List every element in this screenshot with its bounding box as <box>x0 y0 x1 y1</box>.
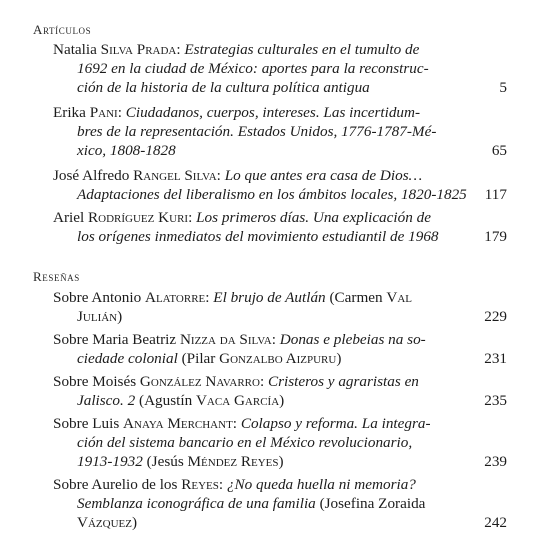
author-text: Sobre Maria Beatriz <box>53 331 180 348</box>
entry-line <box>77 391 284 410</box>
entry-line <box>53 166 422 185</box>
author-text: : <box>205 289 214 306</box>
page-number: 117 <box>484 186 507 203</box>
author-text: ) <box>336 350 342 367</box>
entry-line <box>53 414 431 433</box>
entry-line <box>53 288 412 307</box>
title-text: 1692 en la ciudad de México: aportes para la reconstruc- <box>77 60 429 77</box>
page-number: 229 <box>484 308 507 325</box>
author-text: Sobre Aurelio de los <box>53 476 182 493</box>
page-number: 235 <box>484 392 507 409</box>
section-heading-resenas: Reseñas <box>33 269 80 284</box>
author-text: (Carmen <box>325 289 387 306</box>
page-number: 5 <box>499 79 507 96</box>
title-text: El brujo de Autlán <box>213 289 326 306</box>
title-text: Colapso y reforma. La integra- <box>240 415 431 432</box>
entry-line <box>77 494 425 513</box>
author-text: (Agustín <box>135 392 196 409</box>
author-text: José Alfredo <box>53 167 134 184</box>
author-text: ) <box>278 453 284 470</box>
author-text: ) <box>117 308 123 325</box>
author-text: Sobre Luis <box>53 415 124 432</box>
entry-line <box>53 40 419 59</box>
author-text: Gonzalbo Aizpuru <box>219 350 337 367</box>
author-text: ) <box>279 392 285 409</box>
page-number: 239 <box>484 453 507 470</box>
author-text: Sobre Antonio <box>53 289 145 306</box>
author-text: : <box>216 167 225 184</box>
author-text: Vaca García <box>195 392 280 409</box>
title-text: Semblanza iconográfica de una familia <box>77 495 316 512</box>
author-text: Anaya Merchant <box>123 415 233 432</box>
entry-line <box>53 475 416 494</box>
entry-line <box>77 433 412 452</box>
entry-line <box>77 59 429 78</box>
title-text: Lo que antes era casa de Dios… <box>224 167 423 184</box>
entry-line <box>77 141 176 160</box>
title-text: 1913-1932 <box>77 453 143 470</box>
entry-line <box>53 372 419 391</box>
author-text: : <box>232 415 241 432</box>
title-text: Cristeros y agraristas en <box>268 373 419 390</box>
entry-line <box>77 78 370 97</box>
author-text: Julián <box>77 308 118 325</box>
title-text: xico, 1808-1828 <box>77 142 176 159</box>
entry-line <box>77 513 137 532</box>
author-text: Natalia <box>53 41 101 58</box>
entry-line <box>53 208 431 227</box>
author-text: : <box>218 476 227 493</box>
entry-line <box>53 330 426 349</box>
author-text: Silva Prada <box>100 41 177 58</box>
entry-line <box>77 452 284 471</box>
author-text: Sobre Moisés <box>53 373 140 390</box>
author-text: (Jesús <box>142 453 188 470</box>
entry-line <box>53 103 420 122</box>
title-text: Donas e plebeias na so- <box>279 331 426 348</box>
title-text: Ciudadanos, cuerpos, intereses. Las incertidum- <box>125 104 421 121</box>
entry-line <box>77 185 467 204</box>
title-text: Adaptaciones del liberalismo en los ámbitos locales, 1820-1825 <box>77 186 467 203</box>
author-text: Rodríguez Kuri <box>88 209 189 226</box>
title-text: los orígenes inmediatos del movimiento estudiantil de 1968 <box>77 228 439 245</box>
author-text: Erika <box>53 104 90 121</box>
entry-line <box>77 122 436 141</box>
author-text: Vázquez <box>77 514 132 531</box>
author-text: (Pilar <box>177 350 220 367</box>
title-text: ¿No queda huella ni memoria? <box>226 476 416 493</box>
author-text: Ariel <box>53 209 89 226</box>
author-text: : <box>117 104 126 121</box>
author-text: Val <box>386 289 413 306</box>
author-text: Reyes <box>181 476 219 493</box>
title-text: Estrategias culturales en el tumulto de <box>184 41 420 58</box>
title-text: bres de la representación. Estados Unidos, 1776-1787-Mé- <box>77 123 437 140</box>
title-text: ción de la historia de la cultura política antigua <box>77 79 370 96</box>
author-text: González Navarro <box>139 373 260 390</box>
title-text: ciedade colonial <box>77 350 178 367</box>
title-text: ción del sistema bancario en el México revolucionario, <box>77 434 413 451</box>
page-number: 242 <box>484 514 507 531</box>
page-number: 179 <box>484 228 507 245</box>
title-text: Los primeros días. Una explicación de <box>196 209 431 226</box>
author-text: : <box>176 41 185 58</box>
author-text: ) <box>131 514 138 531</box>
title-text: Jalisco. 2 <box>77 392 136 409</box>
entry-line <box>77 227 439 246</box>
author-text: : <box>188 209 197 226</box>
author-text: Méndez Reyes <box>187 453 279 470</box>
author-text: Rangel Silva <box>133 167 217 184</box>
author-text: Pani <box>89 104 118 121</box>
page-number: 231 <box>484 350 507 367</box>
section-heading-articulos: Artículos <box>33 22 92 37</box>
page-number: 65 <box>491 142 507 159</box>
author-text: : <box>271 331 280 348</box>
author-text: (Josefina Zoraida <box>315 495 426 512</box>
author-text: Alatorre <box>144 289 206 306</box>
author-text: : <box>259 373 268 390</box>
author-text: Nizza da Silva <box>179 331 272 348</box>
entry-line <box>77 349 341 368</box>
entry-line <box>77 307 122 326</box>
